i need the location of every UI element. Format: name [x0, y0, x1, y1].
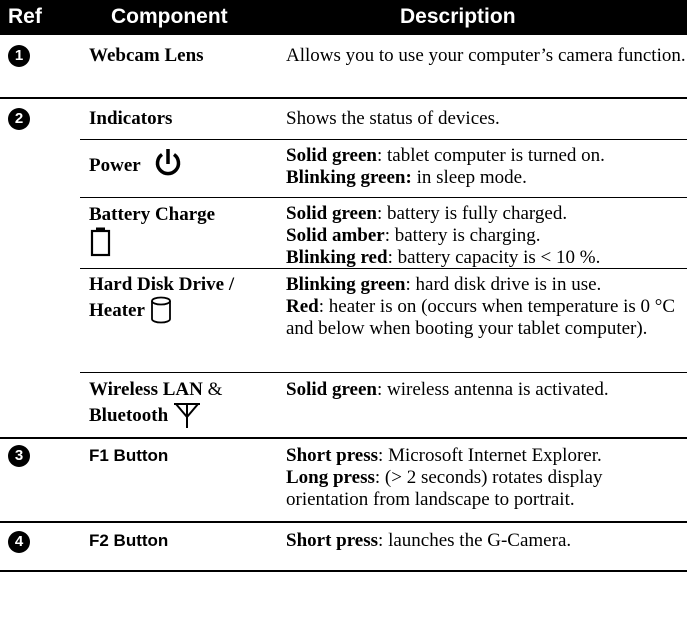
row-divider [0, 97, 687, 99]
header-description: Description [400, 5, 516, 28]
desc-line: Blinking green: in sleep mode. [286, 167, 527, 188]
desc-line: Blinking red: battery capacity is < 10 %. [286, 247, 601, 268]
component-f2-button: F2 Button [89, 531, 169, 550]
hard-disk-icon [148, 295, 174, 325]
row-divider [80, 197, 687, 198]
desc-line: Blinking green: hard disk drive is in use. [286, 274, 602, 295]
component-power: Power [89, 155, 141, 176]
desc-line: Solid amber: battery is charging. [286, 225, 541, 246]
component-bluetooth: Bluetooth [89, 405, 169, 426]
table-header [0, 0, 687, 35]
description-f1-button [286, 445, 686, 511]
description-webcam-lens: Allows you to use your computer’s camera function. [286, 45, 686, 66]
component-f1-button: F1 Button [89, 446, 169, 465]
ref-3-marker: 3 [8, 445, 30, 467]
component-hard-disk-drive: Hard Disk Drive / [89, 274, 235, 295]
row-divider [0, 437, 687, 439]
description-wireless-lan [286, 379, 686, 401]
desc-line: Short press: Microsoft Internet Explorer. [286, 445, 602, 466]
component-webcam-lens: Webcam Lens [89, 45, 204, 66]
description-power [286, 145, 686, 189]
table-bottom-rule [0, 570, 687, 572]
battery-icon [89, 227, 113, 257]
component-wireless-lan: Wireless LAN & [89, 379, 223, 400]
ref-4-marker: 4 [8, 531, 30, 553]
description-battery-charge [286, 203, 686, 269]
description-f2-button [286, 530, 686, 552]
row-divider [80, 372, 687, 373]
ref-1-marker: 1 [8, 45, 30, 67]
desc-line: Solid green: wireless antenna is activated. [286, 379, 609, 400]
component-battery-charge: Battery Charge [89, 204, 216, 225]
component-heater: Heater [89, 300, 145, 321]
header-component: Component [111, 5, 228, 28]
desc-line: Solid green: tablet computer is turned on. [286, 145, 605, 166]
desc-line: Red: heater is on (occurs when temperature is 0 °C and below when booting your tablet computer). [286, 296, 676, 339]
desc-line: Short press: launches the G-Camera. [286, 530, 572, 551]
power-icon [153, 147, 183, 177]
desc-line: Solid green: battery is fully charged. [286, 203, 568, 224]
row-divider [0, 521, 687, 523]
description-indicators: Shows the status of devices. [286, 108, 500, 129]
row-divider [80, 139, 687, 140]
description-hard-disk-drive [286, 274, 686, 340]
antenna-icon [172, 399, 202, 429]
header-ref: Ref [8, 5, 42, 28]
row-divider [80, 268, 687, 269]
desc-line: Long press: (> 2 seconds) rotates display orientation from landscape to portrait. [286, 467, 603, 510]
component-indicators: Indicators [89, 108, 173, 129]
ref-2-marker: 2 [8, 108, 30, 130]
